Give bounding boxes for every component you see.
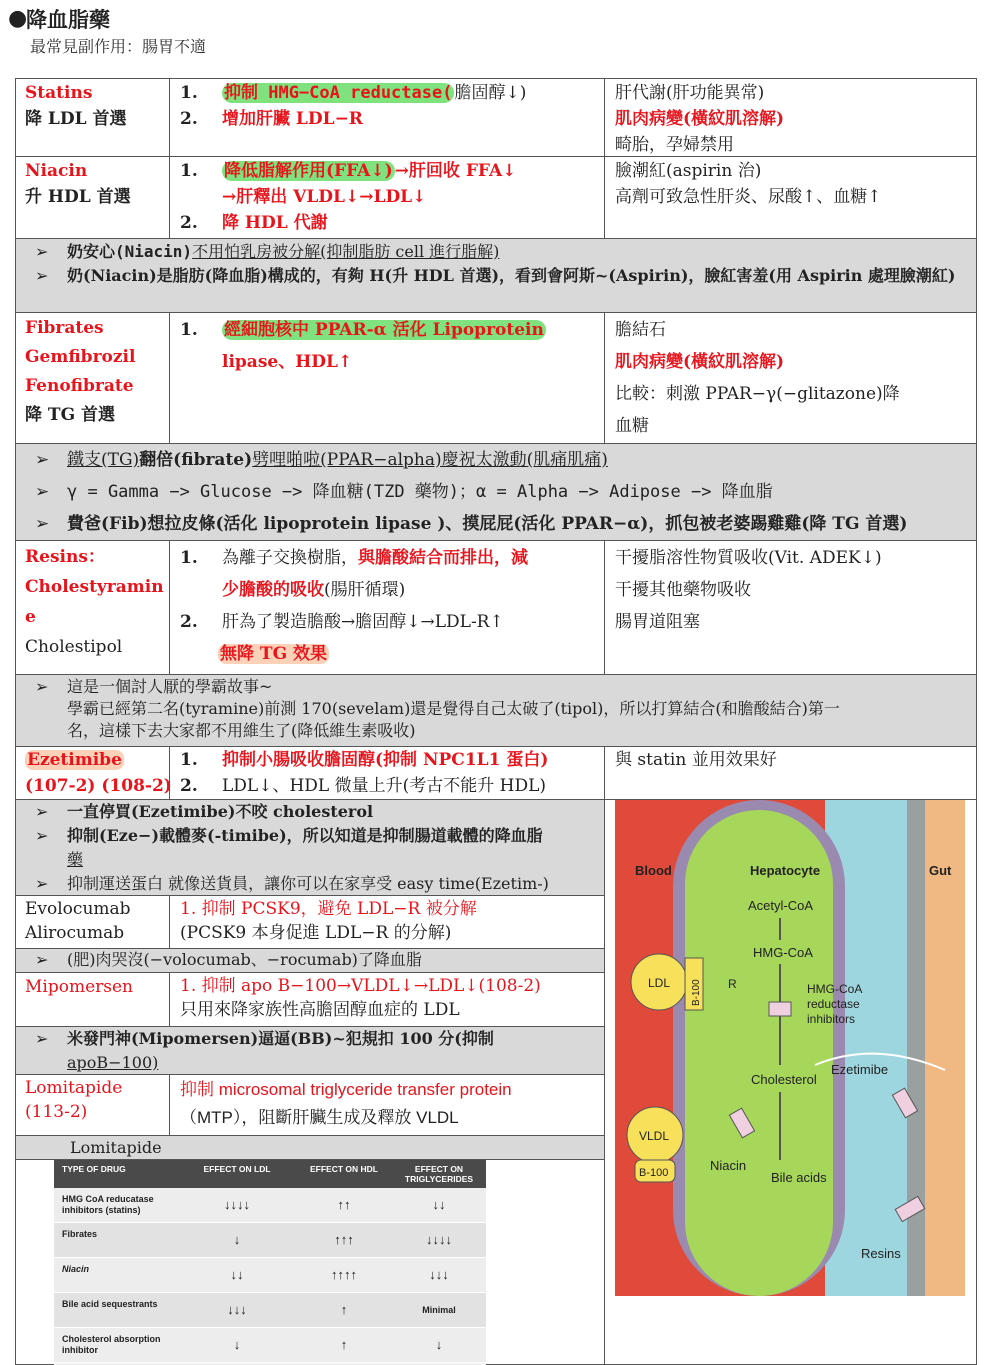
statins-side-effects bbox=[615, 80, 784, 158]
effect-tg: ↓ bbox=[435, 1337, 443, 1352]
statins-se3: 畸胎，孕婦禁用 bbox=[615, 135, 734, 155]
lomitapide-exam: (113-2) bbox=[25, 1102, 88, 1122]
pcsk9-name-cell bbox=[25, 897, 131, 945]
drug-name: Niacin bbox=[62, 1264, 90, 1274]
effect-tg: ↓↓ bbox=[432, 1197, 446, 1212]
niacin-role: 升 HDL 首選 bbox=[25, 187, 131, 207]
pcsk9-mech-b: (PCSK9 本身促進 LDL−R 的分解) bbox=[180, 923, 452, 943]
effect-tg: ↓↓↓ bbox=[429, 1267, 449, 1282]
lomitapide-mech: 抑制 microsomal triglyceride transfer protein bbox=[180, 1080, 512, 1099]
lomitapide-name-cell bbox=[25, 1076, 122, 1124]
bullet-icon: ● bbox=[8, 6, 28, 31]
fibrate-note1a: 鐵支(TG) bbox=[67, 450, 140, 470]
fibrates-mechanism: 1. 經細胞核中 PPAR-α 活化 Lipoprotein lipase、HDL↑ bbox=[180, 314, 546, 378]
drug-effect-table bbox=[54, 1160, 486, 1365]
niacin-side-effects bbox=[615, 158, 882, 210]
drug-name: Bile acid sequestrants bbox=[62, 1299, 158, 1309]
fibrate-note2: γ = Gamma −> Glucose −> 降血糖(TZD 藥物)；α = Alpha −> Adipose −> 降血脂 bbox=[67, 482, 773, 502]
drug-name: Cholesterol absorption inhibitor bbox=[62, 1334, 161, 1355]
fibrates-mech1b: lipase、HDL↑ bbox=[222, 352, 353, 372]
resins-se3: 腸胃道阻塞 bbox=[615, 612, 700, 632]
cholesterol-label: Cholesterol bbox=[751, 1072, 817, 1087]
resins-mech3: 無降 TG 效果 bbox=[220, 644, 328, 664]
resin-notes: ➢ 這是一個討人厭的學霸故事~ 學霸已經第二名(tyramine)前測 170(sevelam)還是覺得自己太破了(tipol)，所以打算結合(和膽酸結合)第一 名，這樣下去大家都不用維生了(降低維生素吸收) bbox=[25, 676, 970, 742]
niacin-name: Niacin bbox=[25, 161, 88, 181]
pcsk9-name2: Alirocumab bbox=[25, 923, 125, 943]
niacin-mech1: 降低脂解作用(FFA↓) bbox=[224, 161, 393, 181]
resins-mech1b: 與膽酸結合而排出，減 bbox=[358, 548, 528, 568]
niacin-note2: 奶(Niacin)是脂肪(降血脂)構成的，有夠 H(升 HDL 首選)，看到會阿斯~(Aspirin)，臉紅害羞(用 Aspirin 處理臉潮紅) bbox=[67, 266, 956, 285]
fibrates-role: 降 TG 首選 bbox=[25, 405, 116, 425]
statins-mech1-tail: 膽固醇↓) bbox=[454, 83, 527, 103]
receptor-label: R bbox=[728, 977, 737, 991]
niacin-name-cell bbox=[25, 158, 131, 210]
statins-se2: 肌肉病變(橫紋肌溶解) bbox=[615, 109, 785, 129]
gut-wall bbox=[907, 800, 925, 1296]
hepatocyte bbox=[685, 810, 833, 1296]
acetyl-coa-label: Acetyl-CoA bbox=[748, 898, 814, 913]
eze-note3: 抑制運送蛋白 就像送貨員，讓你可以在家享受 easy time(Ezetim-) bbox=[67, 874, 549, 893]
fibrates-name2: Gemfibrozil bbox=[25, 347, 136, 367]
resins-name3: Cholestipol bbox=[25, 637, 123, 657]
niacin-se2: 高劑可致急性肝炎、尿酸↑、血糖↑ bbox=[615, 187, 882, 207]
ezetimibe-name-cell bbox=[25, 747, 172, 799]
fibrate-note3: 費爸(Fib)想拉皮條(活化 lipoprotein lipase )、摸屁屁(活化 PPAR−α)，抓包被老婆踢雞雞(降 TG 首選) bbox=[67, 514, 908, 534]
th-type: TYPE OF DRUG bbox=[62, 1164, 126, 1174]
fibrates-name1: Fibrates bbox=[25, 318, 104, 338]
eze-notes: ➢ 一直停買(Ezetimibe)不咬 cholesterol ➢ 抑制(Eze−)載體麥(-timibe)，所以知道是抑制腸道載體的降血脂 藥 ➢ 抑制運送蛋白 就像送貨員，讓你可以在家享受 easy time(Ezetim-) bbox=[25, 800, 600, 896]
fibrate-note1d: 慶祝太激動(肌痛肌痛) bbox=[441, 450, 608, 470]
table-row bbox=[54, 1223, 486, 1258]
lipid-drug-mechanism-diagram bbox=[615, 800, 965, 1296]
inhibitor-label-3: inhibitors bbox=[807, 1012, 856, 1026]
resins-mech2: 肝為了製造膽酸→膽固醇↓→LDL-R↑ bbox=[222, 612, 504, 632]
statins-name-cell bbox=[25, 80, 127, 132]
inhibitor-label-1: HMG-CoA bbox=[807, 982, 863, 996]
statin-block-icon bbox=[769, 1002, 791, 1016]
eze-note2b: 藥 bbox=[67, 850, 84, 869]
ezetimibe-mech2: LDL↓、HDL 微量上升(考古不能升 HDL) bbox=[222, 776, 547, 796]
resins-mech1c: 少膽酸的吸收 bbox=[222, 580, 324, 600]
pcsk9-name1: Evolocumab bbox=[25, 899, 131, 919]
ezetimibe-combo: 與 statin 並用效果好 bbox=[615, 750, 777, 770]
ldl-label: LDL bbox=[648, 976, 671, 990]
resins-name-cell bbox=[25, 542, 164, 662]
fibrates-se3: 比較：刺激 PPAR−γ(−glitazone)降 bbox=[615, 384, 900, 404]
niacin-mech1b: →肝釋出 VLDL↓→LDL↓ bbox=[222, 187, 427, 207]
mipomersen-mech-b: 只用來降家族性高膽固醇血症的 LDL bbox=[180, 1000, 460, 1020]
effect-hdl: ↑↑ bbox=[337, 1197, 351, 1212]
resins-name: Resins： bbox=[25, 547, 105, 567]
lomitapide-mech-b: （MTP），阻斷肝臟生成及釋放 VLDL bbox=[180, 1108, 459, 1127]
page-title: 降血脂藥 bbox=[26, 7, 110, 32]
table-row bbox=[54, 1293, 486, 1328]
pcsk9-note-row: ➢ (肥)肉哭沒(−volocumab、−rocumab)了降血脂 bbox=[35, 950, 422, 969]
th-tg: EFFECT ON TRIGLYCERIDES bbox=[404, 1164, 474, 1184]
ezetimibe-label: Ezetimibe bbox=[831, 1062, 889, 1077]
effect-tg: ↓↓↓↓ bbox=[426, 1232, 452, 1247]
niacin-mech2: 降 HDL 代謝 bbox=[222, 213, 328, 233]
mipomersen-notes: ➢ 米發門神(Mipomersen)逼逼(BB)~犯規扣 100 分(抑制 apoB−100) bbox=[25, 1027, 494, 1075]
table-row bbox=[54, 1258, 486, 1293]
lomitapide-name: Lomitapide bbox=[25, 1078, 123, 1098]
hmg-coa-label: HMG-CoA bbox=[753, 945, 813, 960]
resins-mechanism: 1. 為離子交換樹脂，與膽酸結合而排出，減 少膽酸的吸收(腸肝循環) 2. 肝為了製造膽酸→膽固醇↓→LDL-R↑ 無降 TG 效果 bbox=[180, 548, 528, 664]
statins-se1: 肝代謝(肝功能異常) bbox=[615, 83, 765, 103]
vldl-b100-label: B-100 bbox=[639, 1167, 669, 1179]
fibrates-mech1: 經細胞核中 PPAR-α 活化 Lipoprotein bbox=[224, 320, 544, 340]
niacin-note1a: 奶安心(Niacin) bbox=[67, 242, 193, 261]
statins-mech2: 增加肝臟 LDL−R bbox=[222, 109, 363, 129]
bile-acids-label: Bile acids bbox=[771, 1170, 827, 1185]
resins-se2: 干擾其他藥物吸收 bbox=[615, 580, 751, 600]
fibrates-se1: 膽結石 bbox=[615, 320, 666, 340]
effect-ldl: ↓↓↓ bbox=[227, 1302, 247, 1317]
resins-name2b: e bbox=[25, 607, 36, 627]
pcsk9-note: (肥)肉哭沒(−volocumab、−rocumab)了降血脂 bbox=[67, 950, 422, 969]
mipomersen-name: Mipomersen bbox=[25, 977, 134, 997]
ezetimibe-mech1: 抑制小腸吸收膽固醇(抑制 NPC1L1 蛋白) bbox=[222, 750, 549, 770]
pcsk9-mech: 1. 抑制 PCSK9，避免 LDL−R 被分解 bbox=[180, 899, 477, 919]
page-subtitle: 最常見副作用：腸胃不適 bbox=[30, 37, 207, 56]
resin-note2: 學霸已經第二名(tyramine)前測 170(sevelam)還是覺得自己太破了(tipol)，所以打算結合(和膽酸結合)第一 bbox=[67, 699, 840, 718]
drug-name: HMG CoA reducatase inhibitors (statins) bbox=[62, 1194, 154, 1215]
eze-note1: 一直停買(Ezetimibe)不咬 cholesterol bbox=[67, 802, 374, 821]
th-hdl: EFFECT ON HDL bbox=[310, 1164, 378, 1174]
resins-side-effects bbox=[615, 542, 882, 638]
statins-mechanism: 1. 抑制 HMG−CoA reductase( 膽固醇↓) 2. 增加肝臟 LDL−R bbox=[180, 83, 527, 129]
mipomersen-note-b: apoB−100) bbox=[67, 1053, 159, 1072]
drug-table-header bbox=[54, 1160, 486, 1188]
lomitapide-mechanism bbox=[180, 1076, 512, 1132]
hepatocyte-label: Hepatocyte bbox=[750, 863, 821, 878]
table-row bbox=[54, 1188, 486, 1223]
ldl-b100-label: B-100 bbox=[691, 979, 702, 1006]
effect-tg: Minimal bbox=[422, 1305, 456, 1315]
effect-ldl: ↓ bbox=[233, 1232, 241, 1247]
niacin-mechanism: 1. 降低脂解作用(FFA↓) →肝回收 FFA↓ →肝釋出 VLDL↓→LDL↓ 2. 降 HDL 代謝 bbox=[180, 161, 517, 233]
niacin-notes: ➢ 奶安心(Niacin)不用怕乳房被分解(抑制脂肪 cell 進行脂解) ➢ 奶(Niacin)是脂肪(降血脂)構成的，有夠 H(升 HDL 首選)，看到會阿斯~(Aspirin)，臉紅害羞(用 Aspirin 處理臉潮紅) bbox=[25, 240, 965, 288]
fibrate-notes: ➢ 鐵支(TG)翻倍(fibrate)劈哩啪啦(PPAR−alpha)慶祝太激動(肌痛肌痛) ➢ γ = Gamma −> Glucose −> 降血糖(TZD 藥物)；α = Alpha −> Adipose −> 降血脂 ➢ 費爸(Fib)想拉皮條(活化 lipoprotein lipase )、摸屁屁(活化 PPAR−α)，抓包被老婆踢雞雞(降 TG 首選) bbox=[35, 450, 908, 534]
resins-mech1a: 為離子交換樹脂， bbox=[222, 548, 358, 568]
eze-note2: 抑制(Eze−)載體麥(-timibe)，所以知道是抑制腸道載體的降血脂 bbox=[67, 826, 543, 845]
pcsk9-mechanism bbox=[180, 897, 477, 945]
ezetimibe-name: Ezetimibe bbox=[27, 750, 122, 770]
effect-hdl: ↑ bbox=[340, 1302, 348, 1317]
fibrates-name3: Fenofibrate bbox=[25, 376, 134, 396]
vldl-label: VLDL bbox=[639, 1129, 670, 1143]
fibrate-note1b: 翻倍(fibrate) bbox=[139, 450, 253, 470]
statins-mech1: 抑制 HMG−CoA reductase( bbox=[224, 83, 453, 103]
statins-role: 降 LDL 首選 bbox=[25, 109, 127, 129]
niacin-label: Niacin bbox=[710, 1158, 747, 1173]
drug-name: Fibrates bbox=[62, 1229, 98, 1239]
ezetimibe-mechanism: 1. 抑制小腸吸收膽固醇(抑制 NPC1L1 蛋白) 2. LDL↓、HDL 微量上升(考古不能升 HDL) bbox=[180, 750, 549, 796]
resins-label: Resins bbox=[861, 1246, 901, 1261]
gut-label: Gut bbox=[929, 863, 952, 878]
ezetimibe-exam: (107-2) (108-2) bbox=[25, 776, 172, 796]
th-ldl: EFFECT ON LDL bbox=[203, 1164, 271, 1174]
effect-hdl: ↑ bbox=[340, 1337, 348, 1352]
lomitapide-footer: Lomitapide bbox=[70, 1138, 162, 1157]
effect-hdl: ↑↑↑↑ bbox=[331, 1267, 357, 1282]
mipomersen-mech: 1. 抑制 apo B−100→VLDL↓→LDL↓(108-2) bbox=[180, 976, 541, 996]
effect-ldl: ↓↓↓↓ bbox=[224, 1197, 250, 1212]
resin-note1: 這是一個討人厭的學霸故事~ bbox=[67, 677, 273, 696]
resin-note3: 名，這樣下去大家都不用維生了(降低維生素吸收) bbox=[67, 721, 416, 740]
mipomersen-note: 米發門神(Mipomersen)逼逼(BB)~犯規扣 100 分(抑制 bbox=[67, 1029, 494, 1048]
blood-label: Blood bbox=[635, 863, 672, 878]
resins-name2a: Cholestyramin bbox=[25, 577, 164, 597]
effect-ldl: ↓↓ bbox=[230, 1267, 244, 1282]
fibrates-se3b: 血糖 bbox=[615, 416, 649, 436]
fibrates-side-effects bbox=[615, 314, 900, 442]
fibrates-se2: 肌肉病變(橫紋肌溶解) bbox=[615, 352, 785, 372]
effect-ldl: ↓ bbox=[233, 1337, 241, 1352]
niacin-mech1-tail: →肝回收 FFA↓ bbox=[394, 161, 517, 181]
statins-name: Statins bbox=[25, 83, 93, 103]
fibrate-note1c: 劈哩啪啦(PPAR−alpha) bbox=[252, 450, 442, 470]
niacin-note1b: 不用怕乳房被分解(抑制脂肪 cell 進行脂解) bbox=[192, 242, 500, 261]
resins-se1: 干擾脂溶性物質吸收(Vit. ADEK↓) bbox=[615, 548, 882, 568]
mipomersen-mechanism bbox=[180, 974, 541, 1022]
fibrates-name-cell bbox=[25, 314, 135, 430]
effect-hdl: ↑↑↑ bbox=[334, 1232, 354, 1247]
table-row bbox=[54, 1328, 486, 1363]
resins-mech1d: (腸肝循環) bbox=[324, 580, 406, 600]
inhibitor-label-2: reductase bbox=[807, 997, 860, 1011]
niacin-se1: 臉潮紅(aspirin 治) bbox=[615, 161, 762, 181]
